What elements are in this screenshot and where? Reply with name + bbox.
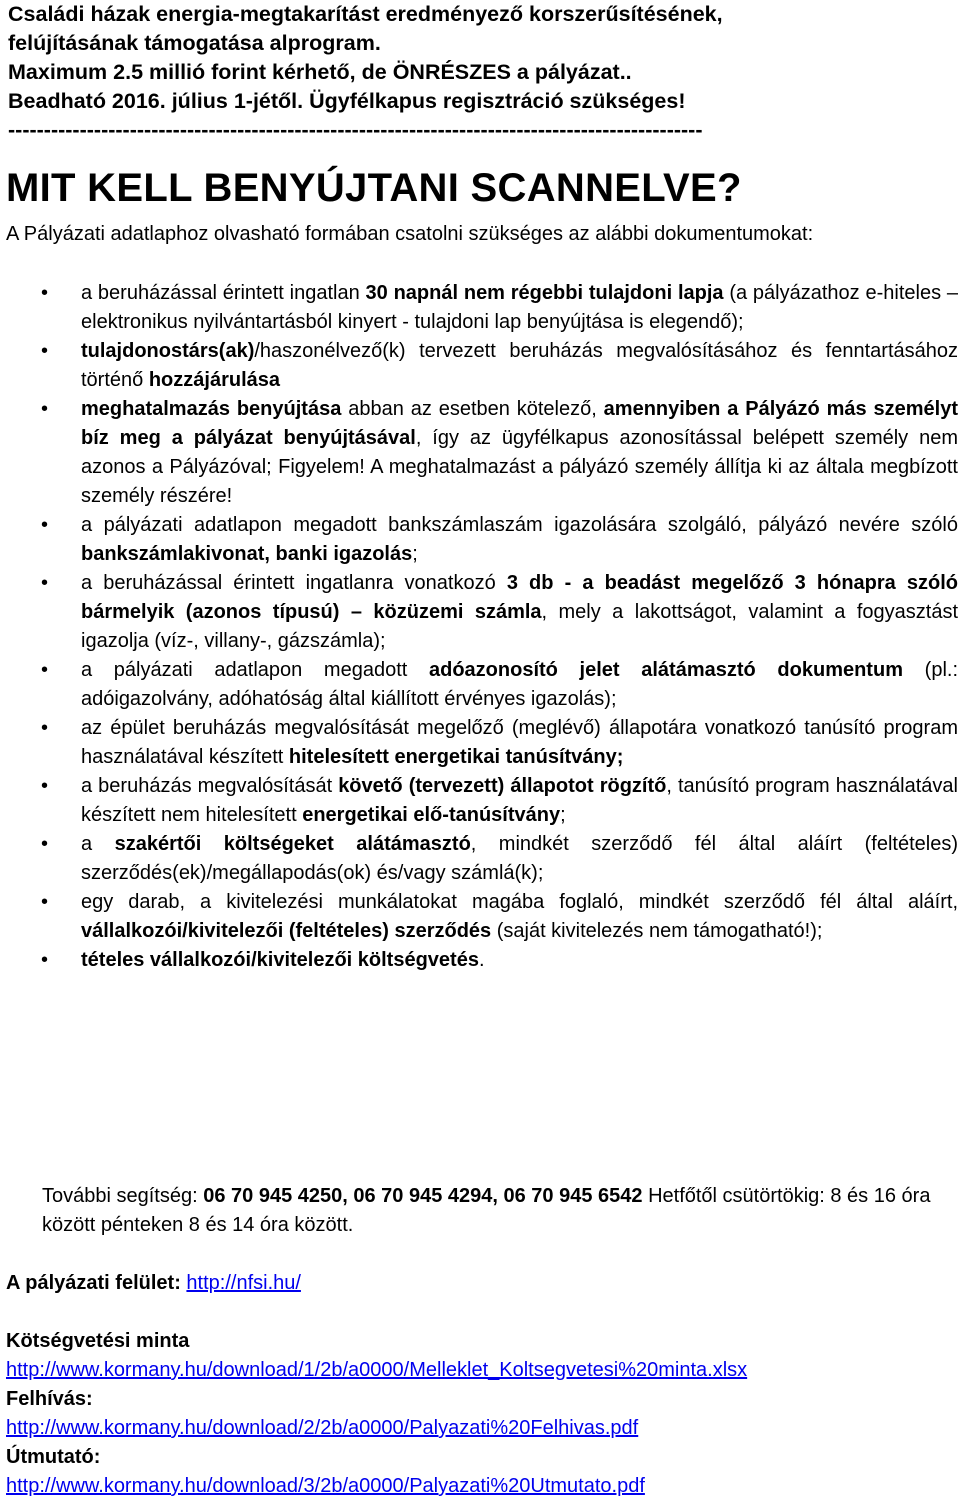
header-line-2: felújításának támogatása alprogram.	[8, 31, 381, 55]
links-section	[6, 1269, 958, 1501]
section-title: MIT KELL BENYÚJTANI SCANNELVE?	[6, 166, 742, 210]
list-item	[0, 337, 960, 395]
item-text: abban az esetben kötelező,	[341, 398, 604, 420]
guide-link[interactable]: http://www.kormany.hu/download/3/2b/a0000/Palyazati%20Utmutato.pdf	[6, 1475, 645, 1497]
contact-prefix: További segítség:	[42, 1185, 204, 1207]
bullet-icon: •	[41, 514, 49, 536]
header-line-1: Családi házak energia-megtakarítást eredményező korszerűsítésének,	[8, 2, 723, 26]
header-line-4: Beadható 2016. július 1-jétől. Ügyfélkapus regisztráció szükséges!	[8, 89, 686, 113]
list-item	[0, 888, 960, 946]
bullet-icon: •	[41, 833, 49, 855]
list-item	[0, 772, 960, 830]
item-text: , mely a lakottságot, valamint a fogyasztást igazolja (víz-, villany-, gázszámla);	[81, 601, 959, 652]
bullet-icon: •	[41, 572, 49, 594]
bullet-icon: •	[41, 659, 49, 681]
item-text: az épület beruházás megvalósítását megelőző (meglévő) állapotára vonatkozó tanúsító program használatával készített	[81, 717, 958, 768]
list-item	[0, 656, 960, 714]
item-bold-text: tételes vállalkozói/kivitelezői költségvetés	[81, 949, 479, 971]
portal-line	[6, 1269, 958, 1298]
item-text: a pályázati adatlapon megadott bankszámlaszám igazolására szolgáló, pályázó nevére szóló	[81, 514, 958, 536]
list-item	[0, 279, 960, 337]
item-bold-text: energetikai elő-tanúsítvány	[302, 804, 561, 826]
bullet-icon: •	[41, 398, 49, 420]
item-bold-text: követő (tervezett) állapotot rögzítő	[338, 775, 667, 797]
call-for-proposals-link[interactable]: http://www.kormany.hu/download/2/2b/a0000/Palyazati%20Felhivas.pdf	[6, 1417, 639, 1439]
item-text: (a pályázathoz e-hiteles – elektronikus nyilvántartásból kinyert - tulajdoni lap benyújtása is elegendő);	[81, 282, 959, 333]
spacer	[6, 1298, 958, 1327]
item-text: a beruházással érintett ingatlan	[81, 282, 366, 304]
bullet-icon: •	[41, 340, 49, 362]
list-item	[0, 946, 960, 975]
header-divider: -------------------------------------------------------------------------------------------------	[8, 118, 703, 142]
bullet-icon: •	[41, 949, 49, 971]
header-block	[8, 0, 958, 145]
item-bold-text: hozzájárulása	[148, 369, 280, 391]
call-label: Felhívás:	[6, 1388, 93, 1410]
item-text: a beruházással érintett ingatlanra vonatkozó	[81, 572, 507, 594]
item-text: .	[478, 949, 485, 971]
bullet-icon: •	[41, 891, 49, 913]
item-bold-text: szakértői költségeket alátámasztó	[114, 833, 471, 855]
item-bold-text: adóazonosító jelet alátámasztó dokumentum	[429, 659, 903, 681]
item-text: ;	[412, 543, 418, 565]
bullet-icon: •	[41, 282, 49, 304]
budget-template-link[interactable]: http://www.kormany.hu/download/1/2b/a0000/Melleklet_Koltsegvetesi%20minta.xlsx	[6, 1359, 748, 1381]
list-item	[0, 714, 960, 772]
item-bold-text: bankszámlakivonat, banki igazolás	[81, 543, 413, 565]
item-bold-text: tulajdonostárs(ak)	[81, 340, 255, 362]
item-text: a pályázati adatlapon megadott	[81, 659, 429, 681]
item-text: (pl.: adóigazolvány, adóhatóság által kiállított érvényes igazolás);	[81, 659, 958, 710]
list-item	[0, 830, 960, 888]
item-bold-text: 30 napnál nem régebbi tulajdoni lapja	[365, 282, 724, 304]
item-text: egy darab, a kivitelezési munkálatokat magába foglaló, mindkét szerződő fél által aláírt,	[81, 891, 958, 913]
portal-link[interactable]: http://nfsi.hu/	[186, 1272, 301, 1294]
bullet-icon: •	[41, 717, 49, 739]
item-text: , így az ügyfélkapus azonosítással belépett személy nem azonos a Pályázóval; Figyelem! A meghatalmazást a pályázó személy állítja ki az általa megbízott személy részére!	[81, 427, 958, 507]
item-bold-text: hitelesített energetikai tanúsítvány;	[288, 746, 624, 768]
guide-label: Útmutató:	[6, 1446, 101, 1468]
header-line-3: Maximum 2.5 millió forint kérhető, de ÖNRÉSZES a pályázat..	[8, 60, 632, 84]
intro-paragraph: A Pályázati adatlaphoz olvasható formában csatolni szükséges az alábbi dokumentumokat:	[6, 223, 814, 245]
budget-label: Kötségvetési minta	[6, 1330, 190, 1352]
item-text: /haszonélvező(k) tervezett beruházás megvalósításához és fenntartásához történő	[81, 340, 958, 391]
list-item	[0, 395, 960, 511]
contact-hours: Hetfőtől csütörtökig: 8 és 16 óra között pénteken 8 és 14 óra között.	[42, 1185, 931, 1236]
contact-info	[42, 1182, 958, 1240]
item-text: , mindkét szerződő fél által aláírt (feltételes) szerződés(ek)/megállapodás(ok) és/vagy számlá(k);	[81, 833, 958, 884]
bullet-icon: •	[41, 775, 49, 797]
item-text: a beruházás megvalósítását	[81, 775, 339, 797]
required-documents-list	[0, 279, 960, 975]
item-bold-text: 3 db - a beadást megelőző 3 hónapra szóló bármelyik (azonos típusú) – közüzemi számla	[81, 572, 959, 623]
item-text: ;	[560, 804, 566, 826]
item-bold-text: vállalkozói/kivitelezői (feltételes) szerződés	[81, 920, 492, 942]
portal-label: A pályázati felület:	[6, 1272, 187, 1294]
item-text: a	[81, 833, 115, 855]
list-item	[0, 511, 960, 569]
item-text: , tanúsító program használatával készített nem hitelesített	[81, 775, 958, 826]
list-item	[0, 569, 960, 656]
item-bold-text: meghatalmazás benyújtása	[81, 398, 342, 420]
item-text: (saját kivitelezés nem támogatható!);	[491, 920, 823, 942]
item-bold-text: amennyiben a Pályázó más személyt bíz meg a pályázat benyújtásával	[81, 398, 958, 449]
contact-phones: 06 70 945 4250, 06 70 945 4294, 06 70 945 6542	[203, 1185, 643, 1207]
